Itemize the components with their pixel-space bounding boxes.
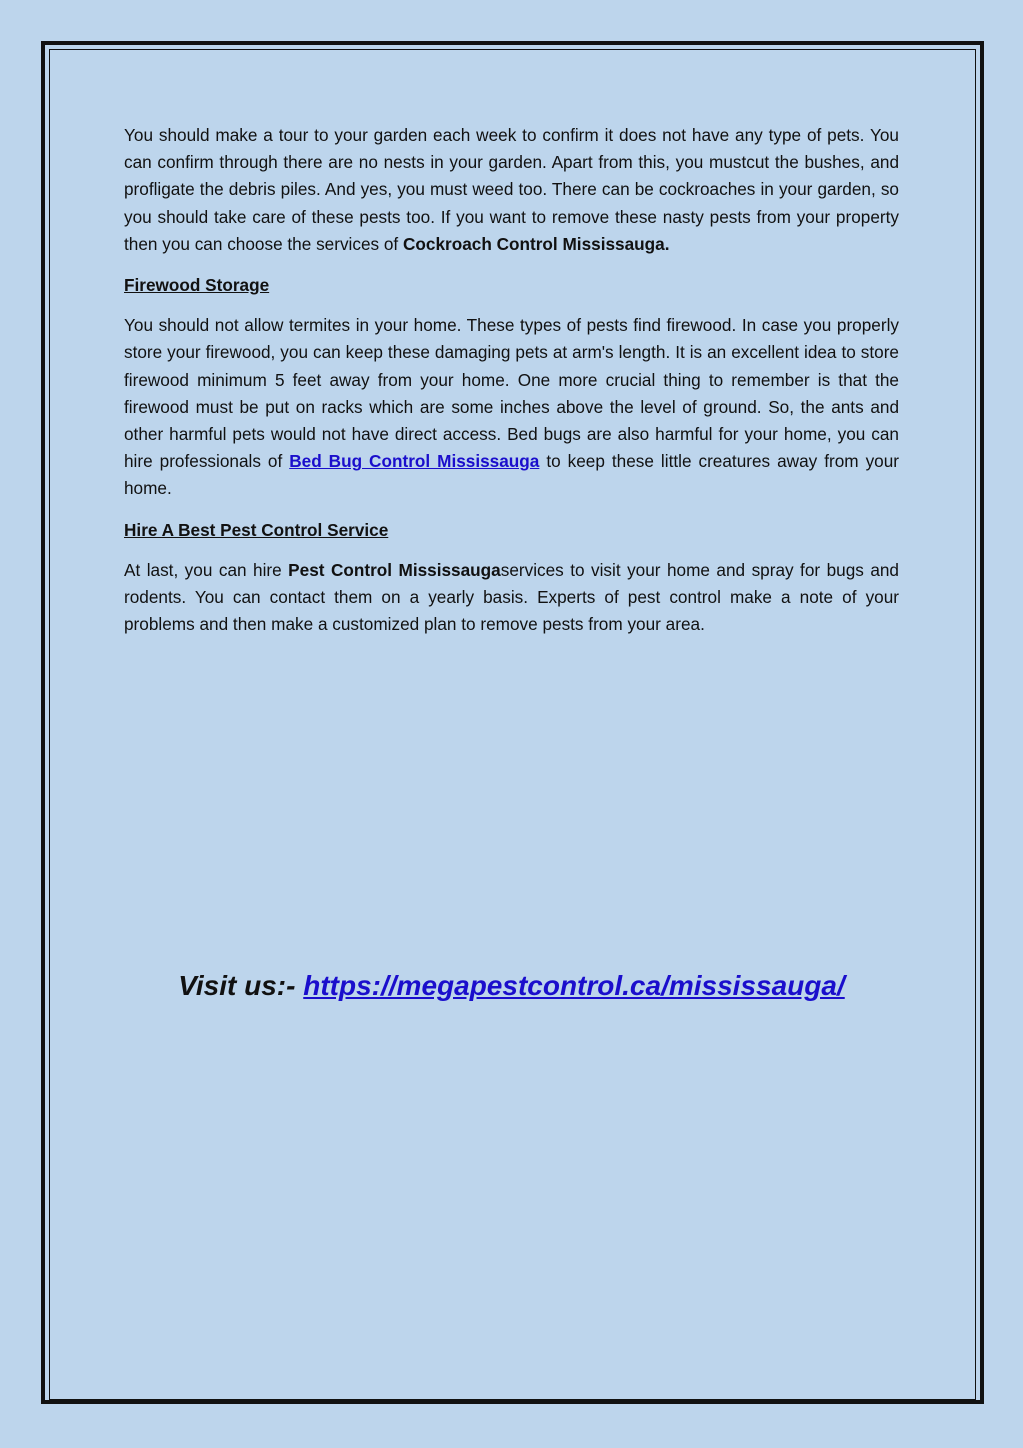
firewood-paragraph bbox=[124, 312, 899, 502]
intro-text: You should make a tour to your garden each week to confirm it does not have any type of pets. You can confirm through there are no nests in your garden. Apart from this, you mustcut the bushes, and profligate the debris piles. And yes, you must weed too. There can be cockroaches in your garden, so you should take care of these pests too. If you want to remove these nasty pests from your property then you can choose the services of bbox=[124, 125, 899, 254]
bed-bug-control-link[interactable]: Bed Bug Control Mississauga bbox=[289, 451, 540, 472]
firewood-text-after: to keep these little creatures away from your home. bbox=[124, 451, 899, 499]
pest-control-bold: Pest Control Mississauga bbox=[288, 559, 501, 580]
hire-text-after: services to visit your home and spray for bugs and rodents. You can contact them on a yearly basis. Experts of pest control make a note of your problems and then make a customized plan to remove pests from your area. bbox=[124, 559, 899, 635]
intro-paragraph bbox=[124, 122, 899, 258]
firewood-heading: Firewood Storage bbox=[124, 275, 270, 296]
cockroach-control-bold: Cockroach Control Mississauga. bbox=[403, 233, 670, 254]
visit-us-line bbox=[0, 966, 1023, 1006]
hire-paragraph bbox=[124, 557, 899, 639]
hire-heading: Hire A Best Pest Control Service bbox=[124, 519, 389, 540]
visit-label: Visit us:- bbox=[178, 970, 304, 1001]
website-link[interactable]: https://megapestcontrol.ca/mississauga/ bbox=[303, 970, 845, 1001]
firewood-text-before: You should not allow termites in your home. These types of pests find firewood. In case you properly store your firewood, you can keep these damaging pets at arm's length. It is an excellent idea to store firewood minimum 5 feet away from your home. One more crucial thing to remember is that the firewood must be put on racks which are some inches above the level of ground. So, the ants and other harmful pets would not have direct access. Bed bugs are also harmful for your home, you can hire professionals of bbox=[124, 315, 899, 472]
document-body bbox=[124, 122, 899, 652]
hire-text-before: At last, you can hire bbox=[124, 559, 289, 580]
